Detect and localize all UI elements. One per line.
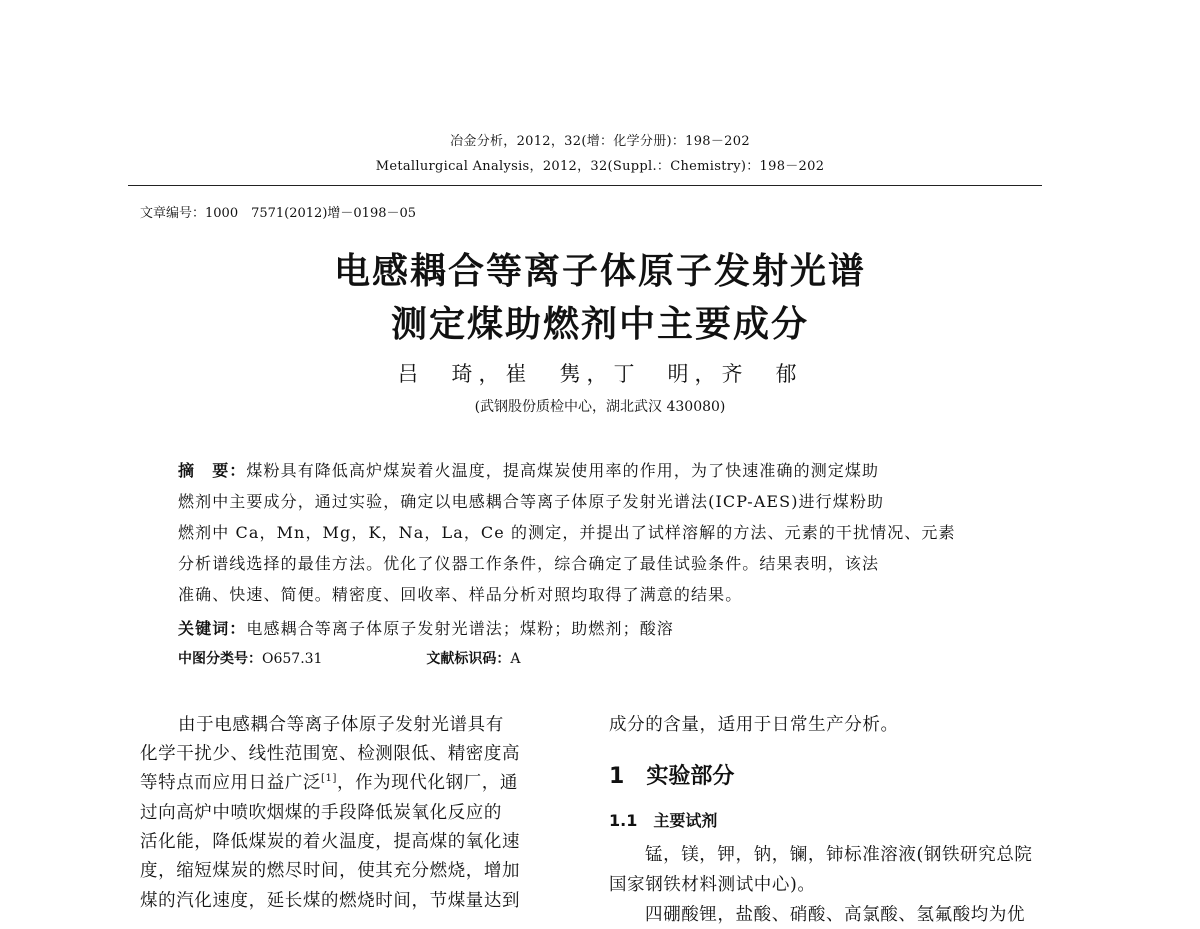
abstract-line-1 [178,458,879,481]
title-line-2: 测定煤助燃剂中主要成分 [390,304,809,345]
classification-line [178,648,521,668]
subsection-number: 1.1 [609,811,638,830]
clc-value: O657.31 [262,651,323,667]
doc-code-value: A [510,651,521,667]
body-right-intro: 成分的含量，适用于日常生产分析。 [609,715,899,735]
body-right-line-1: 锰，镁，钾，钠，镧，铈标准溶液(钢铁研究总院 [645,845,1033,865]
body-left-line-5: 活化能，降低煤炭的着火温度，提高煤的氧化速 [140,832,521,852]
body-right-line-2: 国家钢铁材料测试中心)。 [609,875,816,895]
abstract-line-2: 燃剂中主要成分，通过实验，确定以电感耦合等离子体原子发射光谱法(ICP-AES)进行煤粉助 [178,492,885,511]
section-heading [609,759,734,790]
body-left-line-3 [140,769,518,794]
abstract-line-3: 燃剂中 Ca，Mn，Mg，K，Na，La，Ce 的测定，并提出了试样溶解的方法、元素的干扰情况、元素 [178,523,956,542]
body-left-line-4: 过向高炉中喷吹烟煤的手段降低炭氧化反应的 [140,803,502,823]
abstract-label: 摘 要： [178,461,247,480]
body-left-line-2: 化学干扰少、线性范围宽、检测限低、精密度高 [140,744,521,764]
section-number: 1 [609,764,625,789]
body-left-line-7: 煤的汽化速度，延长煤的燃烧时间，节煤量达到 [140,891,521,911]
article-number: 文章编号：1000 7571(2012)增－0198－05 [140,206,417,221]
doc-code-label: 文献标识码： [426,651,511,667]
clc-label: 中图分类号： [178,651,262,667]
body-left-line-1: 由于电感耦合等离子体原子发射光谱具有 [178,715,504,735]
keywords-text: 电感耦合等离子体原子发射光谱法；煤粉；助燃剂；酸溶 [246,619,674,638]
abstract-line-4: 分析谱线选择的最佳方法。优化了仪器工作条件，综合确定了最佳试验条件。结果表明，该法 [178,554,880,573]
subsection-title: 主要试剂 [653,811,718,830]
keywords-label: 关键词： [178,619,247,638]
affiliation: (武钢股份质检中心，湖北武汉 430080) [474,399,726,415]
journal-header-en: Metallurgical Analysis，2012，32(Suppl.：Chemistry)：198－202 [375,159,825,174]
header-rule [128,185,1042,186]
body-left-line-6: 度，缩短煤炭的燃尽时间，使其充分燃烧，增加 [140,861,521,881]
subsection-heading [609,808,717,831]
keywords-line [178,616,674,639]
authors: 吕 琦，崔 隽，丁 明，齐 郁 [397,362,803,386]
citation-ref: [1] [321,773,337,785]
abstract-text: 煤粉具有降低高炉煤炭着火温度，提高煤炭使用率的作用，为了快速准确的测定煤助 [246,461,880,480]
title-line-1: 电感耦合等离子体原子发射光谱 [333,251,866,292]
journal-header-cn: 冶金分析，2012，32(增：化学分册)：198－202 [450,134,750,149]
section-title: 实验部分 [646,764,735,789]
body-left-line-3-head: 等特点而应用日益广泛 [140,773,321,793]
body-right-line-3: 四硼酸锂，盐酸、硝酸、高氯酸、氢氟酸均为优 [645,905,1026,925]
abstract-line-5: 准确、快速、简便。精密度、回收率、样品分析对照均取得了满意的结果。 [178,585,743,604]
body-left-line-3-tail: ，作为现代化钢厂，通 [336,773,518,793]
